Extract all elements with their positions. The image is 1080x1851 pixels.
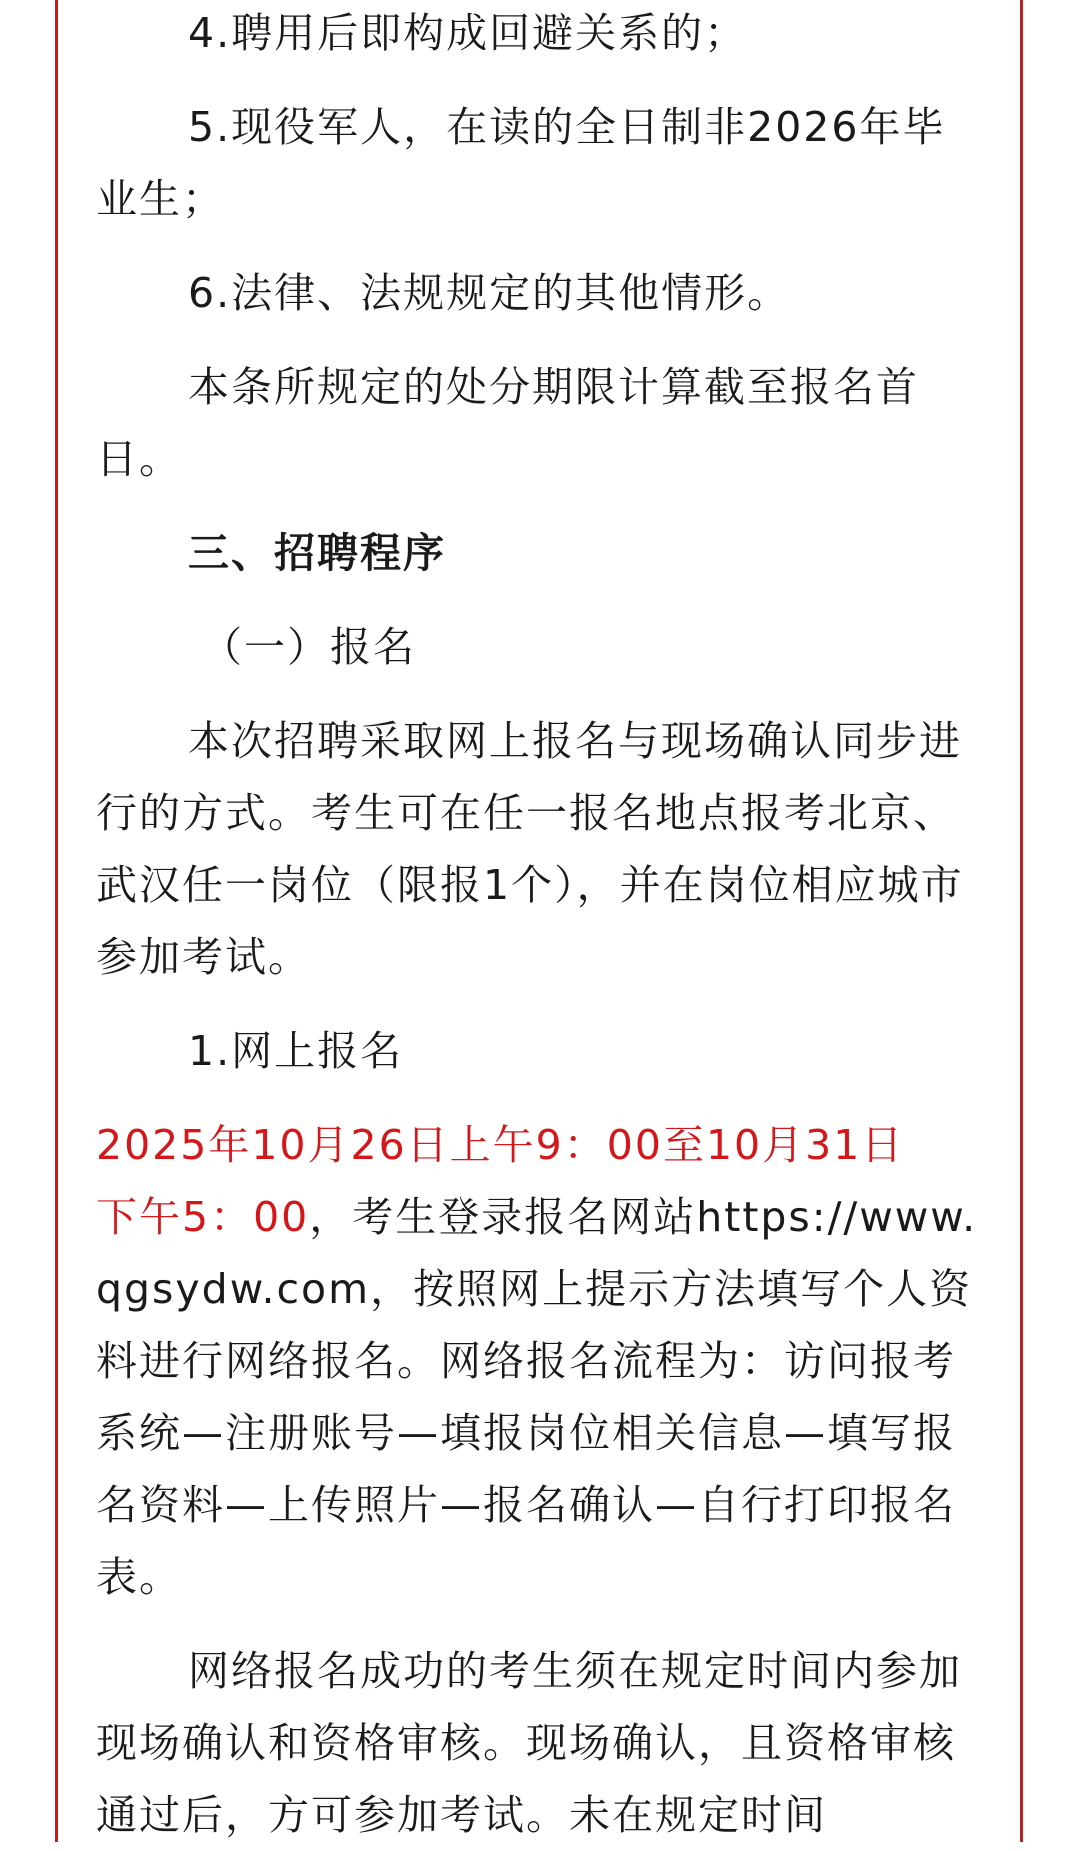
subsection-heading-registration: （一）报名 <box>201 623 416 671</box>
registration-end-time: 下午5：00 <box>96 1193 310 1241</box>
registration-site-instructions: ，考生登录报名网站https://www.qgsydw.com，按照网上提示方法填写个人资料进行网络报名。网络报名流程为：访问报考系统—注册账号—填报岗位相关信息—填写报名资料—上传照片—报名确认—自行打印报名表。 <box>96 1193 978 1601</box>
subsection-heading-online-registration: 1.网上报名 <box>188 1027 404 1075</box>
condition-item-5: 5.现役军人，在读的全日制非2026年毕业生； <box>96 103 946 223</box>
condition-item-6: 6.法律、法规规定的其他情形。 <box>188 269 791 317</box>
onsite-confirmation-paragraph: 网络报名成功的考生须在规定时间内参加现场确认和资格审核。现场确认，且资格审核通过后，方可参加考试。未在规定时间 <box>96 1647 962 1839</box>
registration-method-paragraph: 本次招聘采取网上报名与现场确认同步进行的方式。考生可在任一报名地点报考北京、武汉任一岗位（限报1个），并在岗位相应城市参加考试。 <box>96 717 964 981</box>
online-registration-paragraph <box>96 1109 984 1613</box>
document-body <box>96 0 984 1851</box>
registration-period-line: 2025年10月26日上午9：00至10月31日 <box>96 1121 905 1169</box>
penalty-period-note: 本条所规定的处分期限计算截至报名首日。 <box>96 363 919 483</box>
registration-period-details <box>96 1181 984 1613</box>
section-heading-recruitment-procedure: 三、招聘程序 <box>188 529 446 577</box>
left-border-line <box>55 0 58 1842</box>
right-border-line <box>1020 0 1023 1842</box>
condition-item-4: 4.聘用后即构成回避关系的； <box>188 9 748 57</box>
